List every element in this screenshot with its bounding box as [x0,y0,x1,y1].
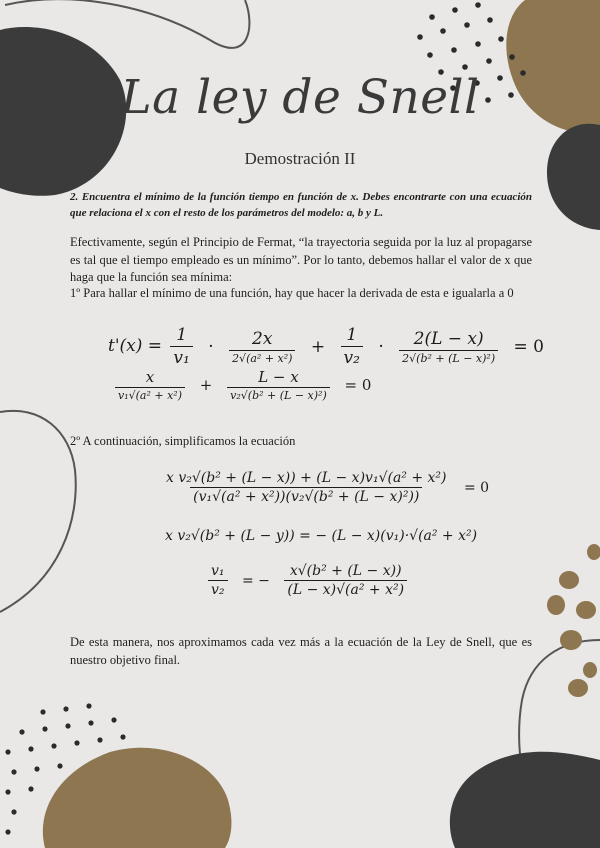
eq1-fraction-1 [170,325,192,368]
question-text: 2. Encuentra el mínimo de la función tiempo en función de x. Debes encontrarte con una ecuación que relaciona el x con el resto de los parámetros del modelo: a, b y L. [70,191,532,219]
eq5-lhs-num: v₁ [211,563,225,579]
eq1-f3-num: 1 [346,325,358,345]
eq1-f4-num: 2(L − x) [413,328,484,349]
eq3-num: x v₂√(b² + (L − x)) + (L − x)v₁√(a² + x²) [166,470,447,486]
eq1-fraction-2 [229,329,295,365]
eq1-fraction-3 [341,325,363,368]
eq1-fraction-4 [399,329,498,365]
paragraph-step-1: 1º Para hallar el mínimo de una función, hay que hacer la derivada de esta e igualarla a 0 [70,286,514,300]
eq1-plus: + [310,336,326,357]
equation-common-denominator [160,470,496,505]
bottom-right-dark-blob [450,752,600,848]
eq1-f1-num: 1 [176,325,188,345]
eq5-rhs-den: (L − x)√(a² + x²) [284,580,407,598]
equation-rearranged [165,528,477,544]
eq1-f2-num: 2x [252,328,273,349]
eq2-f2-num: L − x [258,368,299,386]
eq1-dot-1: · [208,336,214,357]
right-gold-spots [547,544,600,697]
eq2-rhs: = 0 [344,376,372,394]
top-right-dark-blob [547,124,600,230]
paragraph-step-2: 2º A continuación, simplificamos la ecuación [70,434,296,448]
eq1-lhs: t'(x) = [108,336,163,356]
eq1-f3-den: v₂ [341,346,363,368]
eq2-plus: + [199,376,213,394]
eq5-lhs-den: v₂ [208,580,228,598]
eq2-fraction-2 [227,368,330,402]
eq5-lhs-fraction [208,563,228,598]
bottom-left-gold-blob [43,748,232,848]
eq1-f4-den: 2√(b² + (L − x)²) [399,350,498,365]
page-title: La ley de Snell [120,70,480,125]
left-outline-curve [0,411,76,612]
page-subtitle: Demostración II [244,149,356,168]
equation-derivative-simplified [112,368,378,402]
eq5-rhs-fraction [284,563,407,598]
eq3-rhs: = 0 [463,479,490,496]
eq1-rhs: = 0 [513,336,544,357]
paragraph-conclusion: De esta manera, nos aproximamos cada vez más a la ecuación de la Ley de Snell, que es nuestro objetivo final. [70,635,532,667]
eq2-f1-num: x [145,368,155,386]
paragraph-fermat: Efectivamente, según el Principio de Fermat, “la trayectoria seguida por la luz al propagarse es tal que el tiempo empleado es un mínimo”. Por lo tanto, debemos hallar el valor de x que haga que la función sea mínima: [70,235,532,284]
eq3-den: (v₁√(a² + x²))(v₂√(b² + (L − x)²)) [190,487,422,505]
eq2-fraction-1 [115,368,185,402]
eq4-rhs: = − (L − x)(v₁)·√(a² + x²) [299,528,478,544]
eq4-lhs: x v₂√(b² + (L − y)) [165,528,295,544]
eq2-f1-den: v₁√(a² + x²) [115,387,185,402]
eq1-f2-den: 2√(a² + x²) [229,350,295,365]
eq1-dot-2: · [378,336,384,357]
eq3-fraction [163,470,450,505]
equation-velocity-ratio [205,563,410,598]
eq1-f1-den: v₁ [170,346,192,368]
equation-derivative [108,325,551,368]
eq5-equals: = − [241,572,270,589]
eq2-f2-den: v₂√(b² + (L − x)²) [227,387,330,402]
eq5-rhs-num: x√(b² + (L − x)) [289,563,402,579]
